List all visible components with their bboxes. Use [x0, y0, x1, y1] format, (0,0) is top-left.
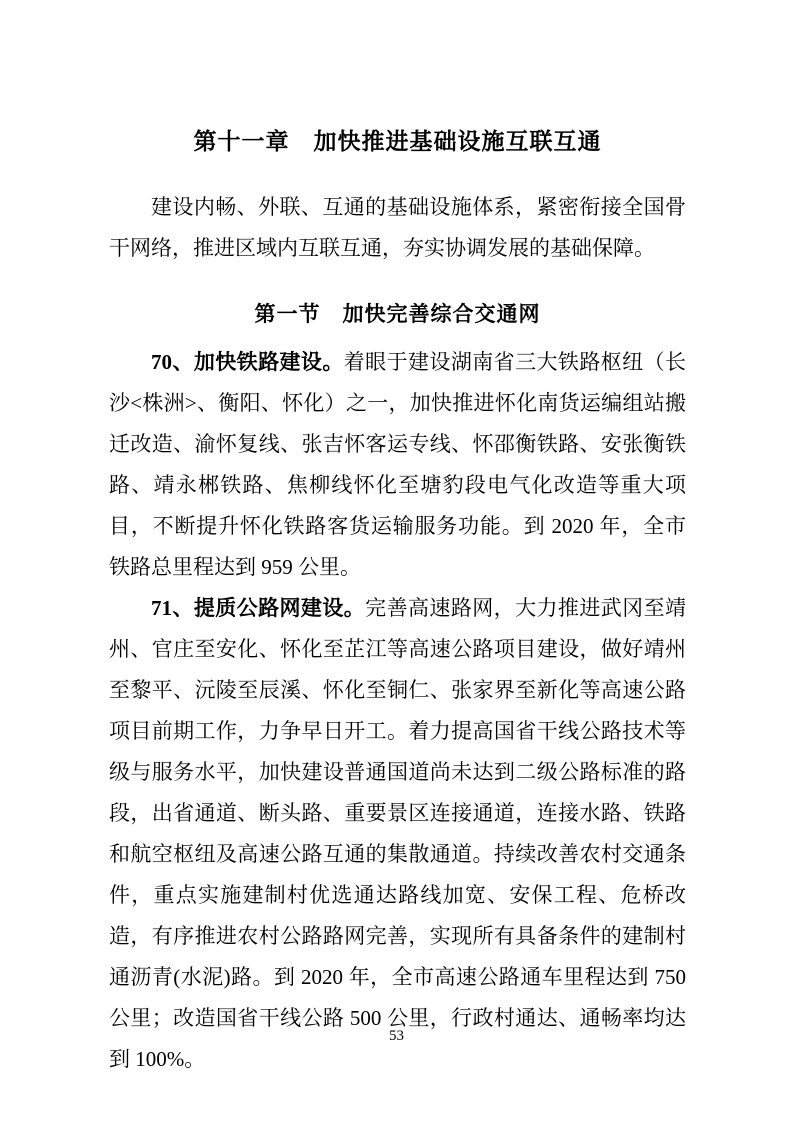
page-content — [109, 0, 686, 1080]
intro-paragraph: 建设内畅、外联、互通的基础设施体系，紧密衔接全国骨干网络，推进区域内互联互通，夯实协调发展的基础保障。 — [109, 195, 686, 260]
paragraph-70 — [109, 342, 686, 588]
paragraph-71 — [109, 588, 686, 1080]
paragraph-70-body: 着眼于建设湖南省三大铁路枢纽（长沙<株洲>、衡阳、怀化）之一，加快推进怀化南货运编组站搬迁改造、渝怀复线、张吉怀客运专线、怀邵衡铁路、安张衡铁路、靖永郴铁路、焦柳线怀化至塘豹段电气化改造等重大项目，不断提升怀化铁路客货运输服务功能。到 2020 年，全市铁路总里程达到 959 公里。 — [109, 350, 686, 579]
section-title: 第一节 加快完善综合交通网 — [254, 302, 541, 326]
paragraph-70-lead: 70、加快铁路建设。 — [151, 350, 344, 374]
page-number: 53 — [389, 1028, 404, 1044]
paragraph-71-lead: 71、提质公路网建设。 — [151, 596, 366, 620]
paragraph-71-body: 完善高速路网，大力推进武冈至靖州、官庄至安化、怀化至芷江等高速公路项目建设，做好靖州至黎平、沅陵至辰溪、怀化至铜仁、张家界至新化等高速公路项目前期工作，力争早日开工。着力提高国省干线公路技术等级与服务水平，加快建设普通国道尚未达到二级公路标准的路段，出省通道、断头路、重要景区连接通道，连接水路、铁路和航空枢纽及高速公路互通的集散通道。持续改善农村交通条件，重点实施建制村优选通达路线加宽、安保工程、危桥改造，有序推进农村公路路网完善，实现所有具备条件的建制村通沥青(水泥)路。到 2020 年，全市高速公路通车里程达到 750 公里；改造国省干线公路 500 公里，行政村通达、通畅率均达到 100%。 — [109, 596, 687, 1071]
chapter-title: 第十一章 加快推进基础设施互联互通 — [193, 129, 602, 154]
